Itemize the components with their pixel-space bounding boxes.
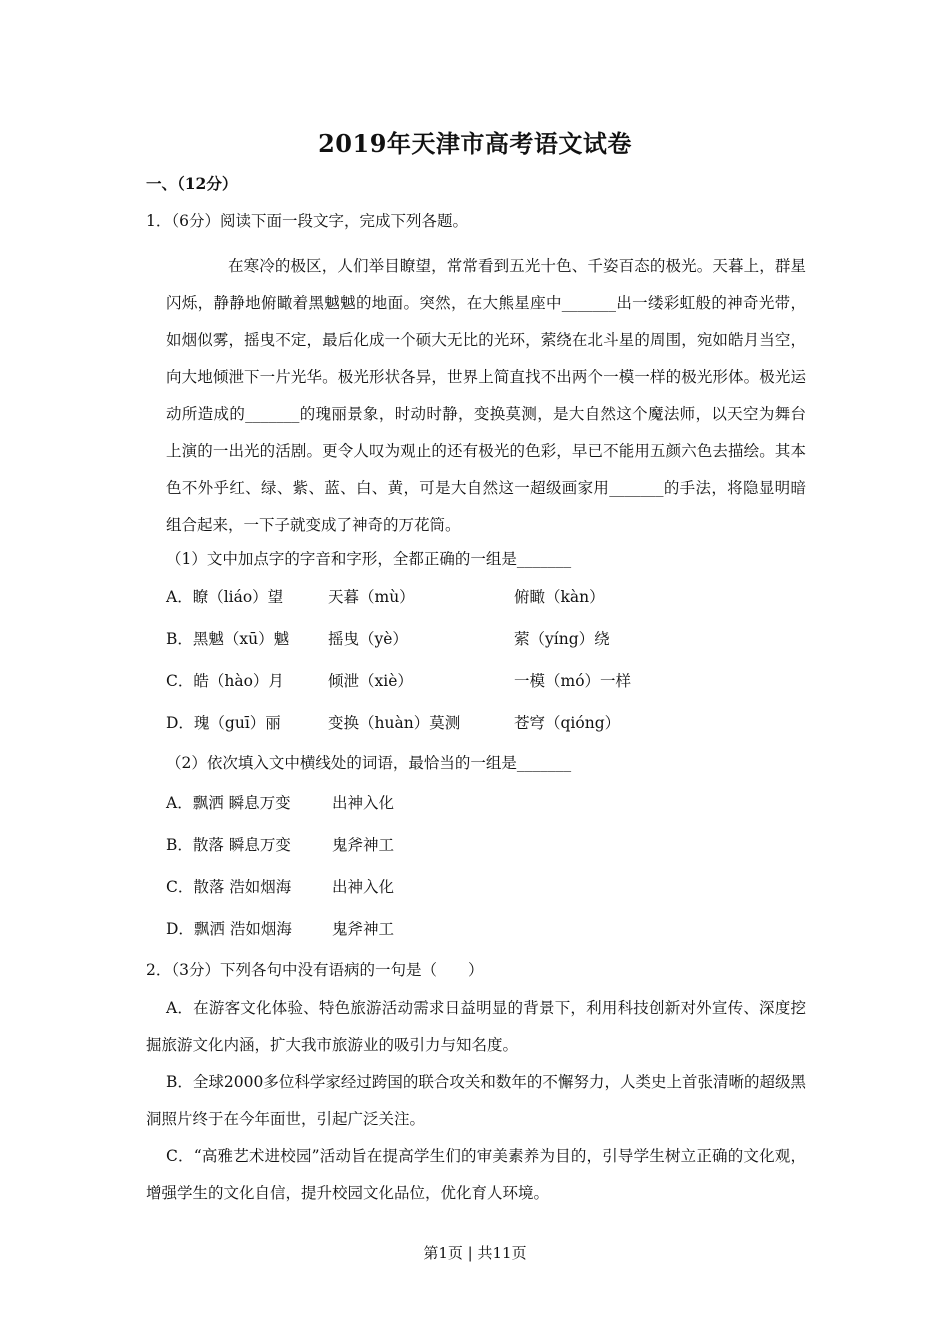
option-d-idiom: 鬼斧神工 [332,920,395,938]
option-b-col1: B．黑魆（xū）魆 [166,630,290,648]
question-2-stem: 2．（3分）下列各句中没有语病的一句是（ ） [146,961,484,979]
option-a-col3: 俯瞰（kàn） [514,588,605,606]
option-d-col1: D．瑰（guī）丽 [166,714,281,732]
option-b-col2: 摇曳（yè） [328,630,408,648]
question-2-option-c: C．“高雅艺术进校园”活动旨在提高学生们的审美素养为目的，引导学生树立正确的文化观，增强学生的文化自信，提升校园文化品位，优化育人环境。 [146,1147,806,1202]
question-2-option-b: B．全球2000多位科学家经过跨国的联合攻关和数年的不懈努力，人类史上首张清晰的超级黑洞照片终于在今年面世，引起广泛关注。 [146,1073,806,1128]
option-a-col1: A．瞭（liáo）望 [166,588,284,606]
option-a-idiom: 出神入化 [332,794,395,812]
option-c-idiom: 出神入化 [332,878,395,896]
subquestion-1-stem: （1）文中加点字的字音和字形，全都正确的一组是_______ [166,550,572,568]
option-c-words: C．散落 浩如烟海 [166,878,292,896]
option-d-col3: 苍穹（qióng） [514,714,621,732]
option-b-words: B．散落 瞬息万变 [166,836,291,854]
option-a-col2: 天暮（mù） [328,588,415,606]
reading-passage: 在寒冷的极区，人们举目瞭望，常常看到五光十色、千姿百态的极光。天暮上，群星闪烁，静静地俯瞰着黑魆魆的地面。突然，在大熊星座中_______出一缕彩虹般的神奇光带，如烟似雾，摇曳不定，最后化成一个硕大无比的光环，萦绕在北斗星的周围，宛如皓月当空，向大地倾泄下一片光华。极光形状各异，世界上简直找不出两个一模一样的极光形体。极光运动所造成的_______的瑰丽景象，时动时静，变换莫测，是大自然这个魔法师，以天空为舞台上演的一出光的活剧。更令人叹为观止的还有极光的色彩，早已不能用五颜六色去描绘。其本色不外乎红、绿、紫、蓝、白、黄，可是大自然这一超级画家用_______的手法，将隐显明暗组合起来，一下子就变成了神奇的万花筒。 [166,257,806,534]
option-c-col1: C．皓（hào）月 [166,672,284,690]
page-footer: 第1页 | 共11页 [423,1244,527,1262]
question-1-stem: 1．（6分）阅读下面一段文字，完成下列各题。 [146,212,468,230]
option-c-col2: 倾泄（xiè） [328,672,413,690]
option-d-col2: 变换（huàn）莫测 [328,714,461,732]
option-a-words: A．飘洒 瞬息万变 [166,794,291,812]
section-heading: 一、（12分） [146,174,238,193]
subquestion-2-stem: （2）依次填入文中横线处的词语，最恰当的一组是_______ [166,754,572,772]
option-b-idiom: 鬼斧神工 [332,836,395,854]
option-c-col3: 一模（mó）一样 [514,672,632,690]
option-b-col3: 萦（yíng）绕 [514,630,610,648]
option-d-words: D．飘洒 浩如烟海 [166,920,292,938]
question-2-option-a: A．在游客文化体验、特色旅游活动需求日益明显的背景下，利用科技创新对外宣传、深度挖掘旅游文化内涵，扩大我市旅游业的吸引力与知名度。 [146,999,806,1054]
page-title: 2019年天津市高考语文试卷 [318,129,632,158]
